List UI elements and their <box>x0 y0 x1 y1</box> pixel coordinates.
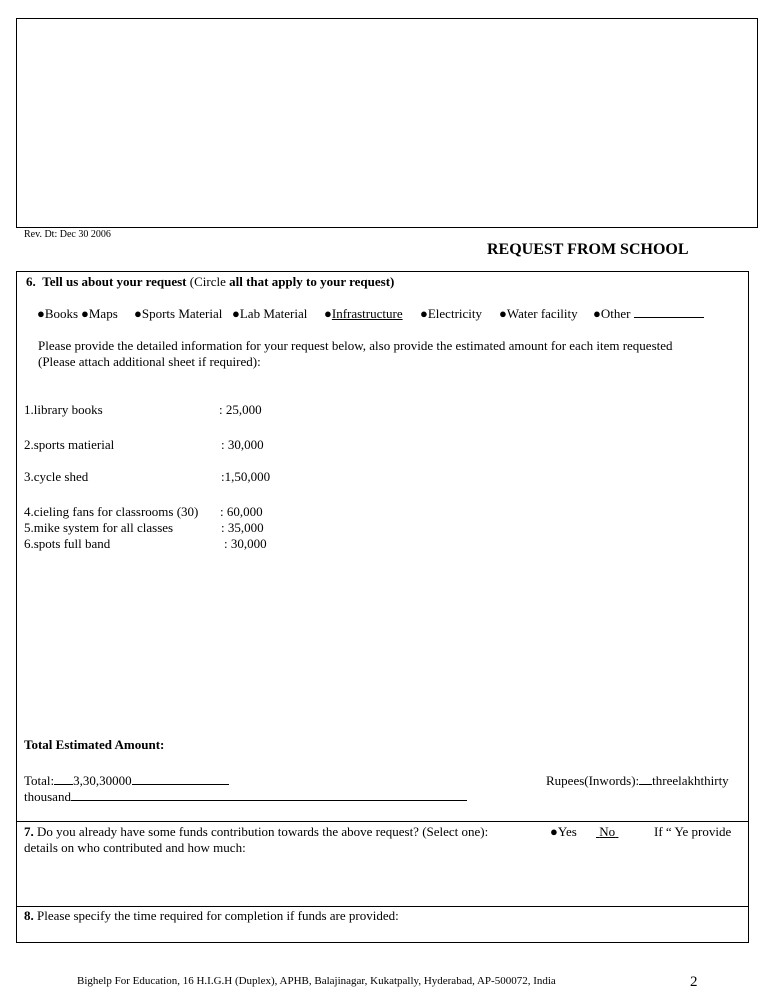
total-value[interactable]: 3,30,30000 <box>73 773 132 788</box>
rupees-value[interactable]: threelakhthirty <box>652 773 729 788</box>
footer-address: Bighelp For Education, 16 H.I.G.H (Duplex), APHB, Balajinagar, Kukatpally, Hyderabad, AP-500072, India <box>77 975 556 987</box>
item-3-name: 3.cycle shed <box>24 469 89 484</box>
option-other[interactable]: ●Other <box>593 306 704 322</box>
item-1-name: 1.library books <box>24 402 103 417</box>
option-water-facility[interactable]: ●Water facility <box>499 306 578 321</box>
total-estimated-heading: Total Estimated Amount: <box>24 737 165 752</box>
page-title: REQUEST FROM SCHOOL <box>487 241 689 258</box>
section-7-yes-option[interactable]: ●Yes <box>550 824 577 839</box>
section-7-if-text: If “ Ye provide <box>654 824 732 839</box>
item-2-amount: : 30,000 <box>221 437 264 452</box>
section-6-heading: 6. Tell us about your request (Circle all that apply to your request) <box>26 274 395 289</box>
option-electricity[interactable]: ●Electricity <box>420 306 482 321</box>
option-maps[interactable]: ●Maps <box>81 306 118 321</box>
option-infrastructure[interactable]: ●Infrastructure <box>324 306 403 321</box>
item-5-name: 5.mike system for all classes <box>24 520 174 535</box>
instruction-line-1: Please provide the detailed information for your request below, also provide the estimated amount for each item requested <box>38 338 673 353</box>
section-7-no-option[interactable]: No <box>599 824 616 839</box>
rupees-continuation: thousand <box>24 789 467 805</box>
option-sports-material[interactable]: ●Sports Material <box>134 306 223 321</box>
section-7-line-2: details on who contributed and how much: <box>24 840 246 855</box>
item-1-amount: : 25,000 <box>219 402 262 417</box>
option-books[interactable]: ●Books <box>37 306 79 321</box>
section-8-question: 8. Please specify the time required for completion if funds are provided: <box>24 908 399 923</box>
top-blank-box <box>16 18 758 228</box>
revision-date: Rev. Dt: Dec 30 2006 <box>24 229 111 240</box>
item-5-amount: : 35,000 <box>221 520 264 535</box>
rupees-in-words: Rupees(Inwords): threelakhthirty <box>546 773 729 788</box>
other-blank[interactable] <box>634 317 704 318</box>
option-lab-material[interactable]: ●Lab Material <box>232 306 308 321</box>
page-number: 2 <box>690 974 698 990</box>
instruction-line-2: (Please attach additional sheet if required): <box>38 354 261 369</box>
item-6-name: 6.spots full band <box>24 536 111 551</box>
item-3-amount: :1,50,000 <box>221 469 271 484</box>
item-6-amount: : 30,000 <box>224 536 267 551</box>
item-2-name: 2.sports matierial <box>24 437 115 452</box>
total-line: Total: 3,30,30000 <box>24 773 229 789</box>
item-4-amount: : 60,000 <box>220 504 263 519</box>
item-4-name: 4.cieling fans for classrooms (30) <box>24 504 199 519</box>
section-7-question: 7. Do you already have some funds contribution towards the above request? (Select one): <box>24 824 489 839</box>
